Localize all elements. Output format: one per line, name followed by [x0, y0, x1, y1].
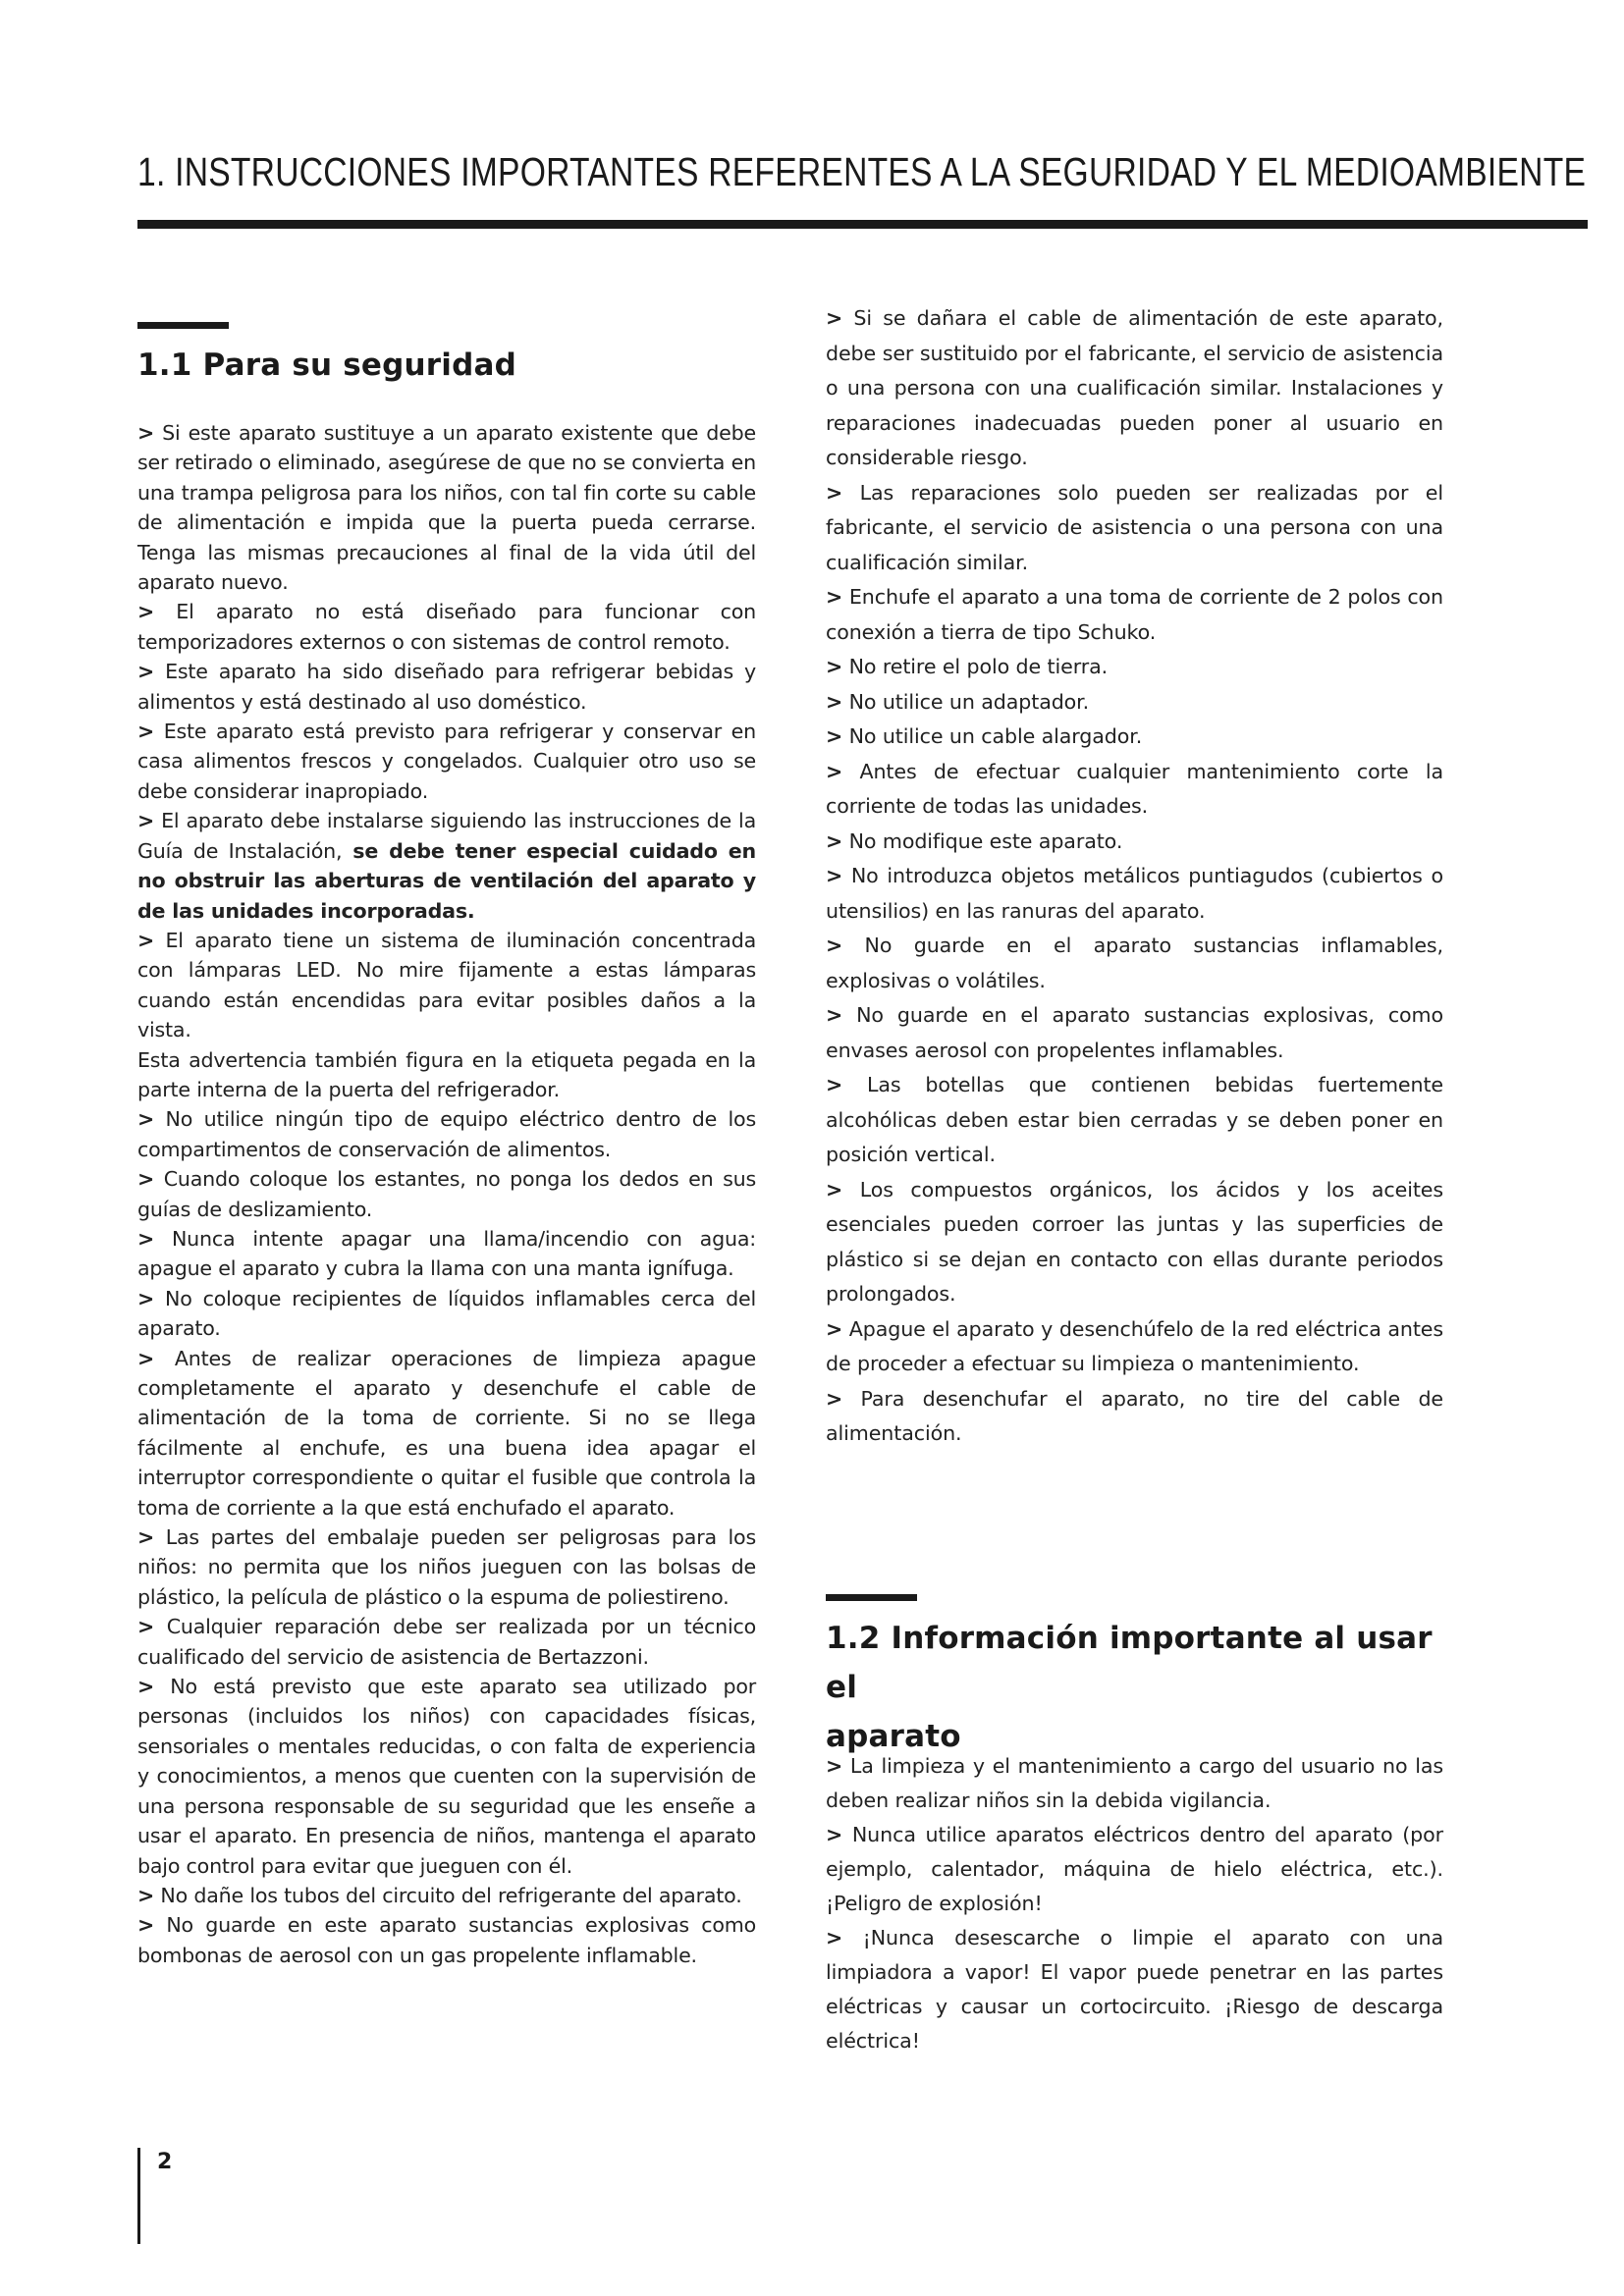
bullet-marker: > — [826, 306, 843, 330]
paragraph — [826, 859, 1443, 929]
paragraph-text: No utilice un adaptador. — [842, 689, 1090, 714]
paragraph-text: Nunca utilice aparatos eléctricos dentro del aparato (por ejemplo, calentador, máquina de hielo eléctrica, etc.). ¡Peligro de explosión! — [826, 1823, 1443, 1915]
paragraph-text: No modifique este aparato. — [842, 828, 1123, 853]
paragraph-text: Este aparato ha sido diseñado para refrigerar bebidas y alimentos y está destinado al uso doméstico. — [137, 660, 756, 714]
paragraph-text: No está previsto que este aparato sea utilizado por personas (incluidos los niños) con capacidades físicas, sensoriales o mentales reducidas, o con falta de experiencia y conocimientos, a menos que cuenten con la supervisión de una persona responsable de su seguridad que les enseñe a usar el aparato. En presencia de niños, mantenga el aparato bajo control para evitar que jueguen con él. — [137, 1675, 756, 1878]
paragraph — [137, 1881, 756, 1910]
paragraph — [826, 1921, 1443, 2058]
paragraph — [826, 650, 1443, 685]
paragraph — [826, 755, 1443, 825]
bullet-marker: > — [137, 1286, 155, 1310]
paragraph — [137, 657, 756, 717]
paragraph — [137, 1612, 756, 1672]
paragraph-text: Para desenchufar el aparato, no tire del cable de alimentación. — [826, 1386, 1443, 1445]
title-rule — [137, 220, 1588, 229]
bullet-marker: > — [826, 480, 843, 505]
bullet-marker: > — [826, 1073, 843, 1096]
paragraph — [826, 1173, 1443, 1312]
paragraph — [826, 720, 1443, 755]
bullet-marker: > — [137, 1913, 155, 1938]
paragraph-text: ¡Nunca desescarche o limpie el aparato con una limpiadora a vapor! El vapor puede penetrar en las partes eléctricas y causar un cortocircuito. ¡Riesgo de descarga eléctrica! — [826, 1926, 1443, 2053]
paragraph-text: No retire el polo de tierra. — [842, 655, 1109, 678]
bullet-marker: > — [137, 928, 155, 952]
paragraph-text: La limpieza y el mantenimiento a cargo del usuario no las deben realizar niños sin la debida vigilancia. — [826, 1754, 1443, 1812]
bullet-marker: > — [826, 1386, 843, 1411]
paragraph — [137, 926, 756, 1045]
bullet-marker: > — [137, 660, 155, 684]
paragraph-text: No dañe los tubos del circuito del refrigerante del aparato. — [154, 1883, 742, 1907]
page-title: 1. INSTRUCCIONES IMPORTANTES REFERENTES A LA SEGURIDAD Y EL MEDIOAMBIENTE — [137, 149, 1587, 194]
paragraph-text: El aparato debe instalarse siguiendo las instrucciones de la Guía de Instalación, — [137, 809, 756, 863]
paragraph-text: Los compuestos orgánicos, los ácidos y los aceites esenciales pueden corroer las juntas y las superficies de plástico si se dejan en contacto con ellas durante periodos prolongados. — [826, 1177, 1443, 1306]
section-1-2-text — [826, 1749, 1443, 2058]
bullet-marker: > — [137, 1525, 155, 1550]
bullet-marker: > — [826, 828, 843, 853]
section-1-1-text — [137, 418, 756, 1970]
bullet-marker: > — [826, 724, 843, 748]
paragraph — [137, 597, 756, 657]
bullet-marker: > — [826, 1754, 843, 1778]
paragraph-text: No utilice ningún tipo de equipo eléctrico dentro de los compartimentos de conservación de alimentos. — [137, 1107, 756, 1161]
section-1-2-heading — [826, 1614, 1454, 1761]
paragraph — [137, 806, 756, 926]
page-number: 2 — [157, 2150, 173, 2174]
paragraph — [137, 717, 756, 806]
paragraph-text: No guarde en este aparato sustancias explosivas como bombonas de aerosol con un gas propelente inflamable. — [137, 1913, 756, 1967]
bullet-marker: > — [137, 1167, 155, 1192]
paragraph-text: Las partes del embalaje pueden ser peligrosas para los niños: no permita que los niños jueguen con las bolsas de plástico, la película de plástico o la espuma de poliestireno. — [137, 1525, 756, 1609]
paragraph — [137, 1284, 756, 1344]
paragraph — [826, 825, 1443, 860]
bullet-marker: > — [826, 1316, 843, 1341]
bullet-marker: > — [826, 689, 843, 714]
paragraph-text: Antes de efectuar cualquier mantenimiento corte la corriente de todas las unidades. — [826, 759, 1443, 818]
paragraph — [137, 418, 756, 597]
section-1-2-heading-line1: 1.2 Información importante al usar el — [826, 1621, 1433, 1705]
paragraph — [826, 301, 1443, 476]
paragraph-text: Cualquier reparación debe ser realizada por un técnico cualificado del servicio de asistencia de Bertazzoni. — [137, 1615, 756, 1669]
paragraph-text: No guarde en el aparato sustancias inflamables, explosivas o volátiles. — [826, 934, 1443, 992]
bullet-marker: > — [137, 1107, 155, 1132]
paragraph — [137, 1344, 756, 1522]
paragraph — [137, 1104, 756, 1164]
paragraph — [137, 1164, 756, 1224]
bullet-marker: > — [137, 720, 155, 744]
bullet-marker: > — [137, 600, 155, 624]
bullet-marker: > — [826, 655, 843, 678]
paragraph — [137, 1522, 756, 1612]
section-1-1-continued-text — [826, 301, 1443, 1452]
section-1-2-dash — [826, 1594, 917, 1601]
page-number-rule — [137, 2148, 140, 2244]
bullet-marker: > — [826, 1177, 843, 1201]
paragraph — [826, 1818, 1443, 1921]
paragraph-text: No utilice un cable alargador. — [842, 724, 1143, 748]
paragraph — [137, 1224, 756, 1284]
paragraph — [826, 580, 1443, 650]
paragraph — [826, 1749, 1443, 1818]
paragraph-text: No coloque recipientes de líquidos inflamables cerca del aparato. — [137, 1286, 756, 1341]
bullet-marker: > — [826, 1003, 843, 1027]
paragraph — [826, 929, 1443, 998]
paragraph-text: Enchufe el aparato a una toma de corriente de 2 polos con conexión a tierra de tipo Schuko. — [826, 585, 1443, 644]
paragraph — [826, 476, 1443, 581]
paragraph — [137, 1672, 756, 1881]
section-1-2-heading-line2: aparato — [826, 1719, 961, 1754]
bullet-marker: > — [826, 864, 843, 887]
paragraph-text: El aparato no está diseñado para funcionar con temporizadores externos o con sistemas de control remoto. — [137, 600, 756, 654]
paragraph-text: Si este aparato sustituye a un aparato existente que debe ser retirado o eliminado, asegúrese de que no se convierta en una trampa peligrosa para los niños, con tal fin corte su cable de alimentación e impida que la puerta pueda cerrarse. Tenga las mismas precauciones al final de la vida útil del aparato nuevo. — [137, 421, 756, 595]
paragraph — [826, 998, 1443, 1068]
section-1-1-heading: 1.1 Para su seguridad — [137, 347, 516, 383]
paragraph-bold-text: se debe tener especial cuidado en no obstruir las aberturas de ventilación del aparato y de las unidades incorporadas. — [137, 838, 756, 923]
paragraph-text: Las reparaciones solo pueden ser realizadas por el fabricante, el servicio de asistencia o una persona con una cualificación similar. — [826, 480, 1443, 574]
bullet-marker: > — [826, 934, 843, 957]
bullet-marker: > — [137, 1675, 155, 1699]
paragraph-text: Apague el aparato y desenchúfelo de la red eléctrica antes de proceder a efectuar su limpieza o mantenimiento. — [826, 1316, 1443, 1375]
paragraph-text: Nunca intente apagar una llama/incendio con agua: apague el aparato y cubra la llama con una manta ignífuga. — [137, 1226, 756, 1281]
paragraph — [826, 1068, 1443, 1173]
bullet-marker: > — [826, 1926, 843, 1949]
bullet-marker: > — [137, 809, 155, 833]
paragraph — [826, 1312, 1443, 1382]
paragraph-text: No guarde en el aparato sustancias explosivas, como envases aerosol con propelentes inflamables. — [826, 1003, 1443, 1062]
bullet-marker: > — [137, 1226, 155, 1251]
bullet-marker: > — [137, 1883, 155, 1907]
bullet-marker: > — [137, 421, 155, 445]
paragraph — [137, 1045, 756, 1105]
paragraph-text: Si se dañara el cable de alimentación de este aparato, debe ser sustituido por el fabricante, el servicio de asistencia o una persona con una cualificación similar. Instalaciones y reparaciones inadecuadas pueden poner al usuario en considerable riesgo. — [826, 306, 1443, 469]
bullet-marker: > — [137, 1615, 155, 1639]
paragraph-text: Antes de realizar operaciones de limpieza apague completamente el aparato y desenchufe el cable de alimentación de la toma de corriente. Si no se llega fácilmente al enchufe, es una buena idea apagar el interruptor correspondiente o quitar el fusible que controla la toma de corriente a la que está enchufado el aparato. — [137, 1346, 756, 1520]
paragraph-text: Este aparato está previsto para refrigerar y conservar en casa alimentos frescos y congelados. Cualquier otro uso se debe considerar inapropiado. — [137, 720, 756, 803]
paragraph-text: Cuando coloque los estantes, no ponga los dedos en sus guías de deslizamiento. — [137, 1167, 756, 1221]
bullet-marker: > — [137, 1346, 155, 1370]
paragraph-text: Esta advertencia también figura en la etiqueta pegada en la parte interna de la puerta del refrigerador. — [137, 1047, 756, 1101]
paragraph-text: El aparato tiene un sistema de iluminación concentrada con lámparas LED. No mire fijamente a estas lámparas cuando están encendidas para evitar posibles daños a la vista. — [137, 928, 756, 1042]
section-1-1-dash — [137, 322, 229, 329]
bullet-marker: > — [826, 585, 843, 609]
paragraph — [137, 1910, 756, 1970]
bullet-marker: > — [826, 1823, 843, 1846]
bullet-marker: > — [826, 759, 843, 783]
paragraph — [826, 685, 1443, 721]
paragraph-text: Las botellas que contienen bebidas fuertemente alcohólicas deben estar bien cerradas y se deben poner en posición vertical. — [826, 1073, 1443, 1166]
paragraph — [826, 1382, 1443, 1452]
paragraph-text: No introduzca objetos metálicos puntiagudos (cubiertos o utensilios) en las ranuras del aparato. — [826, 864, 1443, 923]
